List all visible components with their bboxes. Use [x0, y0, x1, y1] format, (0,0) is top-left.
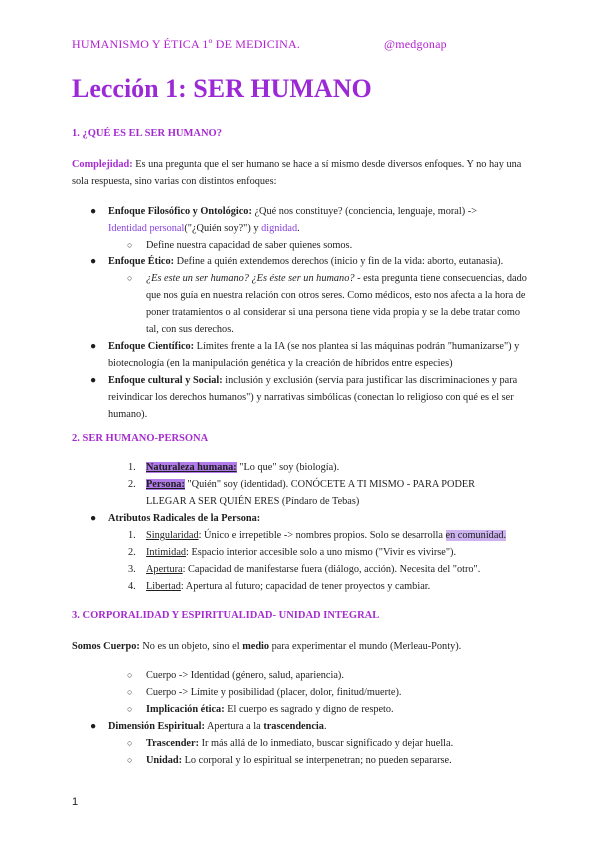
section-1-heading: 1. ¿QUÉ ES EL SER HUMANO? — [72, 128, 222, 139]
dignidad-link: dignidad — [261, 223, 298, 234]
identidad-personal-link: Identidad personal — [108, 223, 185, 234]
list-number: 2. — [128, 547, 136, 558]
section-3-heading: 3. CORPORALIDAD Y ESPIRITUALIDAD- UNIDAD INTEGRAL — [72, 610, 380, 621]
enfoque-cientifico: Enfoque Científico: Límites frente a la IA (se nos plantea si las máquinas podrán "humanizarse") y biotecnología (en la manipulación genética y la creación de híbridos entre especies) — [108, 341, 520, 369]
naturaleza-label: Naturaleza humana: — [146, 462, 237, 473]
page-number: 1 — [72, 796, 79, 808]
enfoque-etico: Enfoque Ético: Define a quién extendemos derechos (inicio y fin de la vida: aborto, eutanasia). — [108, 256, 504, 267]
complejidad-paragraph — [72, 156, 532, 190]
circle-bullet-icon: ○ — [127, 670, 133, 680]
circle-bullet-icon: ○ — [127, 240, 133, 250]
header-handle: @medgonap — [384, 37, 447, 51]
circle-bullet-icon: ○ — [127, 687, 133, 697]
circle-bullet-icon: ○ — [127, 738, 133, 748]
cuerpo-limite: Cuerpo -> Límite y posibilidad (placer, dolor, finitud/muerte). — [146, 687, 402, 698]
trascender: Trascender: Ir más allá de lo inmediato, buscar significado y dejar huella. — [146, 738, 454, 749]
complejidad-label: Complejidad: — [72, 159, 133, 170]
atributos-heading: Atributos Radicales de la Persona: — [108, 513, 261, 524]
persona-label: Persona: — [146, 479, 185, 490]
circle-bullet-icon: ○ — [127, 704, 133, 714]
bullet-icon: ● — [90, 206, 97, 217]
bullet-icon: ● — [90, 375, 97, 386]
dimension-espiritual: Dimensión Espiritual: Apertura a la trascendencia. — [108, 721, 327, 732]
circle-bullet-icon: ○ — [127, 755, 133, 765]
atributo-apertura: Apertura: Capacidad de manifestarse fuera (diálogo, acción). Necesita del "otro". — [146, 564, 481, 575]
list-number: 4. — [128, 581, 136, 592]
circle-bullet-icon: ○ — [127, 273, 133, 283]
unidad: Unidad: Lo corporal y lo espiritual se interpenetran; no pueden separarse. — [146, 755, 452, 766]
b1-sub: Define nuestra capacidad de saber quienes somos. — [146, 240, 353, 251]
lesson-title: Lección 1: SER HUMANO — [72, 74, 372, 103]
bullet-icon: ● — [90, 721, 97, 732]
somos-cuerpo: Somos Cuerpo: No es un objeto, sino el medio para experimentar el mundo (Merleau-Ponty). — [72, 641, 462, 652]
atributo-singularidad: Singularidad: Único e irrepetible -> nombres propios. Solo se desarrolla en comunidad. — [146, 530, 507, 541]
atributo-intimidad: Intimidad: Espacio interior accesible solo a uno mismo ("Vivir es vivirse"). — [146, 547, 457, 558]
bullet-icon: ● — [90, 341, 97, 352]
implicacion-etica: Implicación ética: El cuerpo es sagrado y digno de respeto. — [146, 704, 394, 715]
b1-label: Enfoque Filosófico y Ontológico: — [108, 206, 252, 217]
persona: Persona: "Quién" soy (identidad). CONÓCETE A TI MISMO - PARA PODER LLEGAR A SER QUIÉN ERES (Píndaro de Tebas) — [146, 479, 476, 507]
bullet-icon: ● — [90, 256, 97, 267]
atributo-libertad: Libertad: Apertura al futuro; capacidad de tener proyectos y cambiar. — [146, 581, 431, 592]
section-2-heading: 2. SER HUMANO-PERSONA — [72, 433, 209, 444]
list-number: 1. — [128, 530, 136, 541]
naturaleza-humana: Naturaleza humana: "Lo que" soy (biología). — [146, 462, 340, 473]
b2-sub: ¿Es este un ser humano? ¿Es éste ser un humano? - esta pregunta tiene consecuencias, dado que nos guía en nuestra relación con otros seres. Como médicos, esto nos afecta a la hora de poner tratamientos o al considerar si una persona tiene vida propia y se la debe tratar como tal, con sus derechos. — [146, 273, 527, 335]
list-number: 1. — [128, 462, 136, 473]
bullet-icon: ● — [90, 513, 97, 524]
cuerpo-identidad: Cuerpo -> Identidad (género, salud, apariencia). — [146, 670, 344, 681]
enfoque-cultural: Enfoque cultural y Social: inclusión y exclusión (servía para justificar las discriminaciones y para reivindicar los derechos humanos") y narrativas simbólicas (conectan lo religioso con qué es el ser humano). — [108, 375, 518, 420]
complejidad-text: Es una pregunta que el ser humano se hace a sí mismo desde diversos enfoques. Y no hay una sola respuesta, sino varias con distintos enfoques: — [72, 159, 522, 187]
list-number: 2. — [128, 479, 136, 490]
list-number: 3. — [128, 564, 136, 575]
enfoque-filosofico: Enfoque Filosófico y Ontológico: ¿Qué nos constituye? (conciencia, lenguaje, moral) -> Identidad personal("¿Quién soy?") y dignidad. — [108, 206, 477, 234]
comunidad-highlight: en comunidad. — [445, 530, 507, 541]
header-course: HUMANISMO Y ÉTICA 1º DE MEDICINA. — [72, 37, 301, 51]
